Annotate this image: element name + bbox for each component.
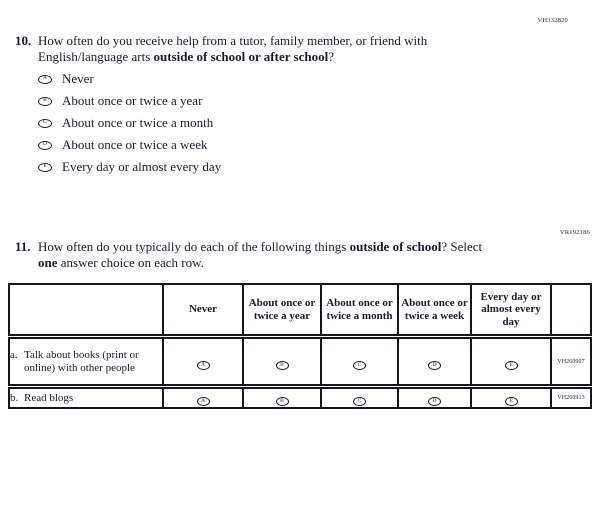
answer-bubble-b[interactable]: [276, 397, 289, 406]
row-prefix-a: a.: [10, 348, 18, 361]
question-10-text: [38, 33, 505, 65]
table-row-talk-about-books: [9, 337, 591, 387]
bubble-letter-c: C: [357, 361, 362, 368]
question-11-line1-plain: How often do you typically do each of the following things: [38, 239, 350, 254]
bubble-cell-a-never[interactable]: [163, 337, 243, 387]
row-code-read-blogs: VH260913: [551, 387, 591, 409]
col-header-once-twice-week: About once or twice a week: [398, 284, 471, 337]
row-prefix-b: b.: [10, 391, 19, 404]
bubble-cell-b-month[interactable]: [321, 387, 398, 409]
bubble-cell-a-week[interactable]: [398, 337, 471, 387]
bubble-letter-e: E: [509, 361, 513, 368]
answer-bubble-a[interactable]: [197, 361, 210, 370]
answer-bubble-a[interactable]: [38, 75, 52, 84]
row-label-read-blogs: [9, 387, 163, 409]
bubble-letter-d: D: [43, 141, 47, 148]
row-label-talk-about-books: [9, 337, 163, 387]
bubble-letter-e: E: [43, 163, 47, 170]
option-label-year: About once or twice a year: [62, 93, 203, 108]
col-header-every-day: Every day or almost every day: [471, 284, 551, 337]
question-11-accession-code: VR192186: [559, 229, 590, 236]
table-header-row: [9, 284, 591, 337]
row-text-talk-about-books: Talk about books (print or online) with other people: [24, 348, 139, 374]
bubble-cell-b-every-day[interactable]: [471, 387, 551, 409]
question-10-line2-plain: English/language arts: [38, 49, 154, 64]
bubble-letter-c: C: [43, 119, 47, 126]
question-11-line2-end: answer choice on each row.: [57, 255, 204, 270]
answer-bubble-c[interactable]: [353, 361, 366, 370]
answer-bubble-e[interactable]: [505, 397, 518, 406]
bubble-letter-b: B: [280, 361, 284, 368]
question-10-line2-bold: outside of school or after school: [153, 49, 329, 64]
question-11-line2: [38, 255, 601, 271]
bubble-cell-a-month[interactable]: [321, 337, 398, 387]
bubble-letter-a: A: [201, 397, 205, 404]
option-never[interactable]: [38, 68, 505, 90]
answer-bubble-e[interactable]: [38, 163, 52, 172]
bubble-letter-d: D: [432, 397, 437, 404]
question-11-text: [38, 239, 601, 271]
bubble-letter-d: D: [432, 361, 437, 368]
question-10-options: [38, 68, 505, 178]
answer-bubble-b[interactable]: [38, 97, 52, 106]
col-header-once-twice-month: About once or twice a month: [321, 284, 398, 337]
answer-bubble-c[interactable]: [353, 397, 366, 406]
question-11-line1: [38, 239, 601, 255]
bubble-cell-b-year[interactable]: [243, 387, 321, 409]
row-code-talk-about-books: VH260907: [551, 337, 591, 387]
option-once-twice-month[interactable]: [38, 112, 505, 134]
question-10-line2: [38, 49, 505, 65]
answer-bubble-d[interactable]: [428, 361, 441, 370]
option-label-month: About once or twice a month: [62, 115, 214, 130]
table-corner-cell: [9, 284, 163, 337]
answer-bubble-a[interactable]: [197, 397, 210, 406]
answer-bubble-c[interactable]: [38, 119, 52, 128]
bubble-letter-c: C: [357, 397, 362, 404]
table-row-read-blogs: [9, 387, 591, 409]
question-11: [10, 239, 601, 409]
option-every-day[interactable]: [38, 156, 505, 178]
bubble-cell-a-year[interactable]: [243, 337, 321, 387]
option-once-twice-year[interactable]: [38, 90, 505, 112]
bubble-cell-b-week[interactable]: [398, 387, 471, 409]
question-10-line1: How often do you receive help from a tutor, family member, or friend with: [38, 33, 428, 48]
answer-bubble-e[interactable]: [505, 361, 518, 370]
option-once-twice-week[interactable]: [38, 134, 505, 156]
bubble-letter-a: A: [43, 75, 47, 82]
col-header-once-twice-year: About once or twice a year: [243, 284, 321, 337]
question-11-line1-bold: outside of school: [349, 239, 442, 254]
bubble-cell-b-never[interactable]: [163, 387, 243, 409]
question-11-line1-end: ? Select: [441, 239, 483, 254]
col-header-code: [551, 284, 591, 337]
answer-bubble-b[interactable]: [276, 361, 289, 370]
question-10-line2-punct: ?: [328, 49, 334, 64]
answer-bubble-d[interactable]: [38, 141, 52, 150]
question-10-accession-code: VH332820: [537, 17, 568, 24]
option-label-every-day: Every day or almost every day: [62, 159, 222, 174]
bubble-cell-a-every-day[interactable]: [471, 337, 551, 387]
bubble-letter-e: E: [509, 397, 513, 404]
bubble-letter-b: B: [43, 97, 47, 104]
col-header-never: Never: [163, 284, 243, 337]
option-label-week: About once or twice a week: [62, 137, 208, 152]
bubble-letter-a: A: [201, 361, 205, 368]
answer-bubble-d[interactable]: [428, 397, 441, 406]
question-11-number: 11.: [15, 239, 31, 254]
question-11-line2-bold: one: [38, 255, 58, 270]
row-text-read-blogs: Read blogs: [24, 391, 74, 404]
question-10: [15, 33, 505, 178]
option-label-never: Never: [62, 71, 94, 86]
frequency-table: [8, 283, 592, 409]
bubble-letter-b: B: [280, 397, 284, 404]
question-10-number: 10.: [15, 33, 32, 48]
